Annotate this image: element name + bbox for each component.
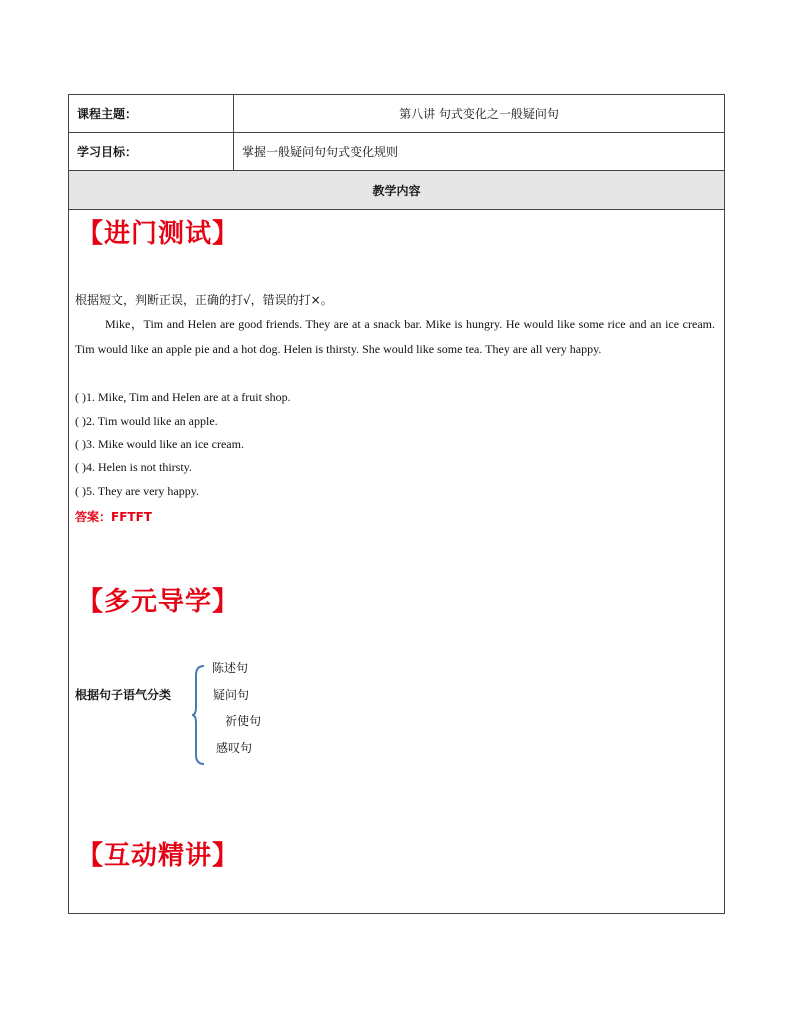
goal-value: 掌握一般疑问句句式变化规则: [242, 145, 399, 159]
content-header: 教学内容: [372, 183, 421, 198]
goal-label: 学习目标：: [69, 133, 234, 170]
topic-value: 第八讲 句式变化之一般疑问句: [399, 107, 559, 121]
sentence-type: 疑问句: [213, 688, 250, 702]
sentence-type: 祈使句: [225, 714, 262, 728]
quiz-item: ( )3. Mike would like an ice cream.: [75, 437, 244, 451]
classification-root: 根据句子语气分类: [75, 688, 172, 702]
section-interactive: 【互动精讲】: [77, 841, 240, 871]
quiz-item: ( )5. They are very happy.: [75, 484, 199, 498]
sentence-type: 感叹句: [216, 741, 253, 755]
quiz-item: ( )2. Tim would like an apple.: [75, 414, 218, 428]
section-entry-test: 【进门测试】: [77, 219, 240, 249]
topic-label: 课程主题：: [69, 95, 234, 132]
topic-row: [69, 95, 724, 133]
quiz-item: ( )1. Mike, Tim and Helen are at a fruit shop.: [75, 390, 291, 404]
content-header-row: [69, 171, 724, 210]
goal-row: [69, 133, 724, 171]
quiz-item: ( )4. Helen is not thirsty.: [75, 460, 192, 474]
section-guided-learning: 【多元导学】: [77, 587, 240, 617]
quiz-answer: 答案：FFTFT: [75, 510, 152, 524]
lesson-table: [68, 94, 725, 914]
quiz-passage: Mike，Tim and Helen are good friends. They are at a snack bar. Mike is hungry. He would like some rice and an ice cream. Tim would like an apple pie and a hot dog. Helen is thirsty. She would like some tea. They are all very happy.: [75, 317, 715, 356]
sentence-type: 陈述句: [212, 661, 249, 675]
brace-icon: [191, 665, 205, 765]
quiz-instruction: 根据短文，判断正误，正确的打√，错误的打×。: [75, 293, 333, 307]
